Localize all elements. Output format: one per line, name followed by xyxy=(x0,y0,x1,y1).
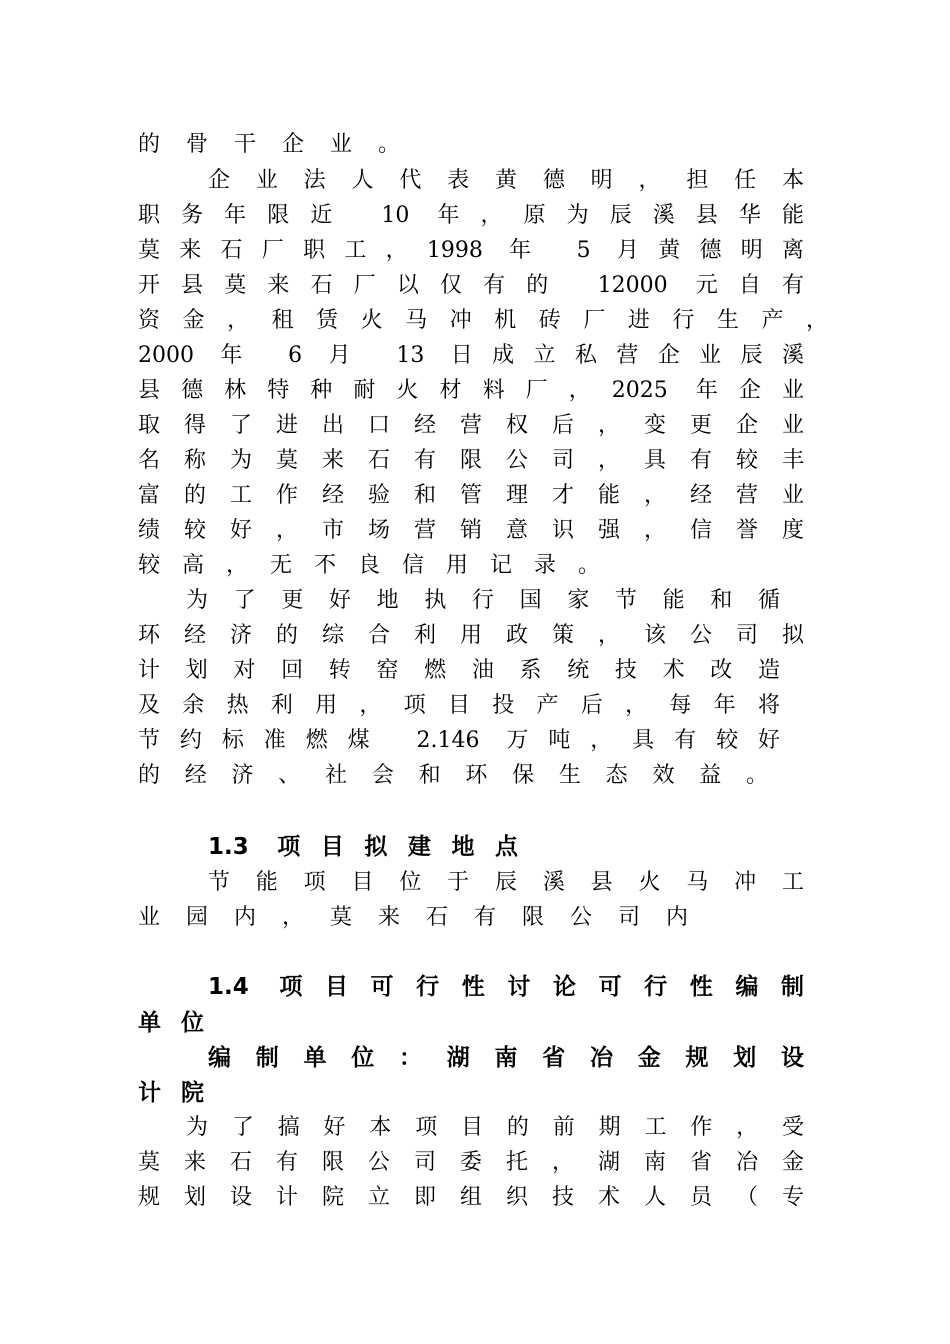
text-line: 的骨干企业。 xyxy=(138,132,427,157)
text-line: 环经济的综合利用政策，该公司拟 xyxy=(138,623,804,648)
text-line: 为了搞好本项目的前期工作，受 xyxy=(186,1115,804,1140)
text-line: 计划对回转窑燃油系统技术改造 xyxy=(138,658,780,683)
text-line: 名称为莫来石有限公司，具有较丰 xyxy=(138,448,804,473)
text-line: 业园内，莫来石有限公司内 xyxy=(138,905,715,930)
text-line: 及余热利用，项目投产后，每年将 xyxy=(138,693,780,718)
section-heading-continued: 单位 xyxy=(138,1010,224,1036)
text-line: 企业法人代表黄德明，担任本 xyxy=(208,168,804,193)
compiling-unit-continued: 计院 xyxy=(138,1080,224,1106)
compiling-unit: 编制单位：湖南省冶金规划设 xyxy=(208,1045,804,1071)
text-line: 莫来石有限公司委托，湖南省冶金 xyxy=(138,1150,804,1175)
text-line: 节约标准燃煤 2.146 万吨，具有较好 xyxy=(138,728,780,753)
text-line: 的经济、社会和环保生态效益。 xyxy=(138,763,768,788)
text-line: 开县莫来石厂以仅有的 12000 元自有 xyxy=(138,273,804,298)
text-line: 莫来石厂职工，1998 年 5 月黄德明离 xyxy=(138,238,804,263)
section-heading: 1.3 项目拟建地点 xyxy=(208,834,518,860)
text-line: 节能项目位于辰溪县火马冲工 xyxy=(208,870,804,895)
text-line: 富的工作经验和管理才能，经营业 xyxy=(138,483,804,508)
text-line: 职务年限近 10 年，原为辰溪县华能 xyxy=(138,203,804,228)
text-line: 资金，租赁火马冲机砖厂进行生产， xyxy=(138,308,828,333)
text-line: 为了更好地执行国家节能和循 xyxy=(186,588,780,613)
text-line: 较高，无不良信用记录。 xyxy=(138,553,623,578)
section-heading: 1.4 项目可行性讨论可行性编制 xyxy=(208,974,804,1000)
text-line: 2000 年 6 月 13 日成立私营企业辰溪 xyxy=(138,343,804,368)
text-line: 县德林特种耐火材料厂，2025 年企业 xyxy=(138,378,804,403)
text-line: 绩较好，市场营销意识强，信誉度 xyxy=(138,518,804,543)
text-line: 规划设计院立即组织技术人员（专 xyxy=(138,1185,804,1210)
text-line: 取得了进出口经营权后，变更企业 xyxy=(138,413,804,438)
